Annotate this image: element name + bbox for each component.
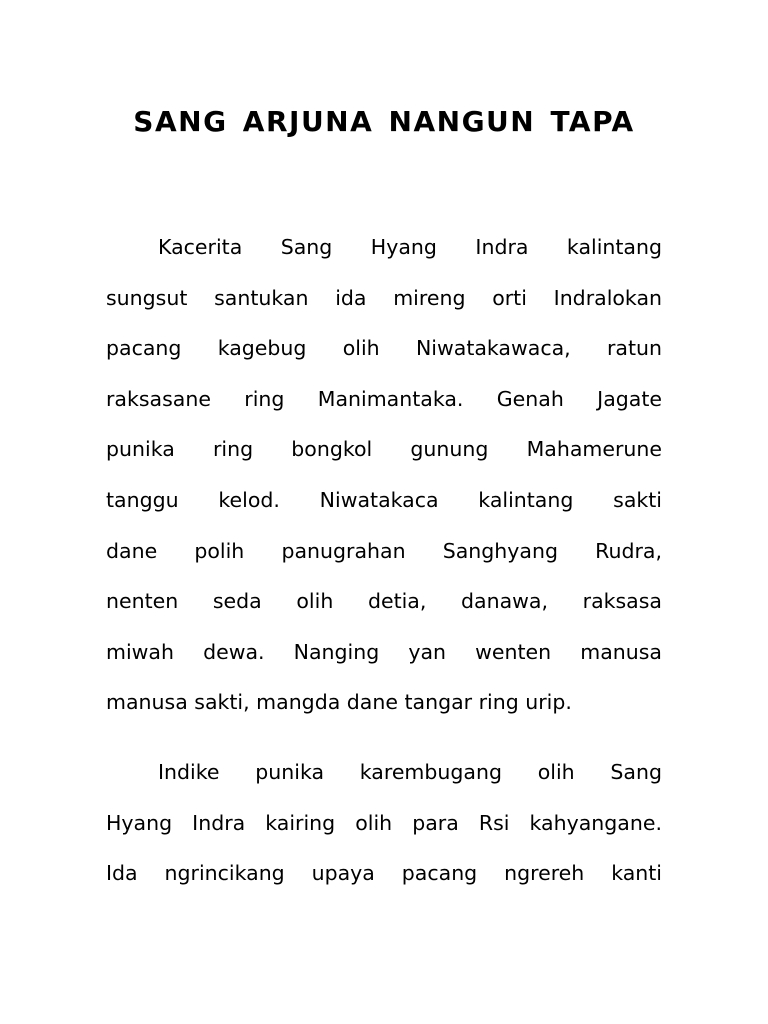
paragraph-line: dane polih panugrahan Sanghyang Rudra, — [106, 538, 662, 563]
document-title: SANG ARJUNA NANGUN TAPA — [133, 105, 635, 138]
paragraph-line: manusa sakti, mangda dane tangar ring urip. — [106, 690, 572, 715]
paragraph-line: Ida ngrincikang upaya pacang ngrereh kanti — [106, 861, 662, 886]
paragraph-line: miwah dewa. Nanging yan wenten manusa — [106, 639, 662, 664]
paragraph-line: Kacerita Sang Hyang Indra kalintang — [158, 235, 662, 259]
paragraph-1 — [106, 222, 662, 728]
paragraph-line: raksasane ring Manimantaka. Genah Jagate — [106, 386, 662, 411]
paragraph-line: sungsut santukan ida mireng orti Indralokan — [106, 285, 662, 310]
paragraph-2 — [106, 747, 662, 899]
paragraph-line: tanggu kelod. Niwatakaca kalintang sakti — [106, 487, 662, 512]
paragraph-line: nenten seda olih detia, danawa, raksasa — [106, 589, 662, 614]
paragraph-line: punika ring bongkol gunung Mahamerune — [106, 437, 662, 462]
paragraph-line: Indike punika karembugang olih Sang — [158, 760, 662, 784]
paragraph-line: pacang kagebug olih Niwatakawaca, ratun — [106, 336, 662, 361]
paragraph-line: Hyang Indra kairing olih para Rsi kahyangane. — [106, 810, 662, 835]
